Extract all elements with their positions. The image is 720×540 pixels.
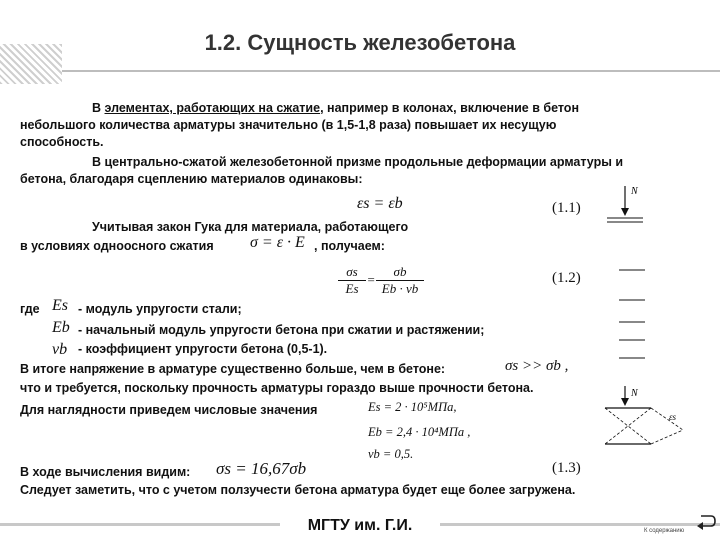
value-eb: Eb = 2,4 · 10⁴МПа , <box>368 425 471 439</box>
result-line3: Для наглядности приведем числовые значения <box>20 403 318 417</box>
eq1-number: (1.1) <box>552 200 581 216</box>
title-rule <box>62 70 720 72</box>
calc-formula: σs = 16,67σb <box>216 459 307 478</box>
def-symbol-es: Es <box>52 297 68 314</box>
load-label-top: N <box>631 186 638 197</box>
hooke-line1: Учитывая закон Гука для материала, работающего <box>92 220 409 234</box>
calc-number: (1.3) <box>552 460 581 476</box>
page-title: 1.2. Сущность железобетона <box>204 30 516 55</box>
def-symbol-eb: Eb <box>52 319 70 336</box>
diag-1 <box>605 408 651 444</box>
def-text-eb: - начальный модуль упругости бетона при сжатии и растяжении; <box>78 323 485 337</box>
hooke-tail: , получаем: <box>314 239 385 253</box>
hooke-line2: в условиях одноосного сжатия <box>20 239 214 253</box>
def-text-es: - модуль упругости стали; <box>78 302 242 316</box>
para1-line2: небольшого количества арматуры значительно (в 1,5-1,8 раза) повышает их несущую <box>20 118 557 132</box>
eq2-top-right: σb <box>393 264 407 279</box>
footer-institution: МГТУ им. Г.И. <box>280 517 440 535</box>
eq2-equals: = <box>366 272 376 287</box>
prism-figure <box>595 182 715 452</box>
eq2-bottom-left: Es <box>338 280 366 297</box>
load-arrowhead-top <box>621 208 629 216</box>
para2-line1: В центрально-сжатой железобетонной призме продольные деформации арматуры и <box>92 155 624 169</box>
value-vb: vb = 0,5. <box>368 447 414 461</box>
eq2-bottom-right: Eb · vb <box>376 280 424 297</box>
eq1-formula: εs = εb <box>357 195 403 212</box>
para1-line1 <box>92 100 579 117</box>
def-text-vb: - коэффициент упругости бетона (0,5-1). <box>78 342 328 356</box>
diag-4 <box>651 430 683 444</box>
para2-line2: бетона, благодаря сцеплению материалов одинаковы: <box>20 172 363 186</box>
para1-lead: В <box>92 101 105 115</box>
diag-2 <box>605 408 651 444</box>
para1-line3: способность. <box>20 135 104 149</box>
return-label: К содержанию <box>644 528 685 534</box>
eq2-right-fraction <box>376 264 424 297</box>
calc-text: В ходе вычисления видим: <box>20 465 191 479</box>
diag-3 <box>651 408 683 430</box>
defs-where: где <box>20 302 40 316</box>
load-label-bottom: N <box>631 388 638 399</box>
eq2-number: (1.2) <box>552 270 581 286</box>
def-symbol-vb: vb <box>52 341 68 358</box>
hooke-formula: σ = ε · E <box>250 234 305 251</box>
load-arrowhead-bottom <box>621 398 629 406</box>
result-line2: что и требуется, поскольку прочность арматуры гораздо выше прочности бетона. <box>20 381 534 395</box>
para1-rest: , например в колонах, включение в бетон <box>320 101 579 115</box>
conclusion: Следует заметить, что с учетом ползучести бетона арматура будет еще более загружена. <box>20 483 576 497</box>
eq2-left-fraction <box>338 264 366 297</box>
return-arrow-icon[interactable] <box>695 512 717 530</box>
eq2-top-left: σs <box>346 264 358 279</box>
strain-label: εs <box>669 412 677 422</box>
result-line1: В итоге напряжение в арматуре существенно больше, чем в бетоне: <box>20 362 446 376</box>
result-formula: σs >> σb , <box>505 358 569 374</box>
value-es: Es = 2 · 10⁵МПа, <box>368 400 457 414</box>
para1-underlined: элементах, работающих на сжатие <box>104 101 321 115</box>
